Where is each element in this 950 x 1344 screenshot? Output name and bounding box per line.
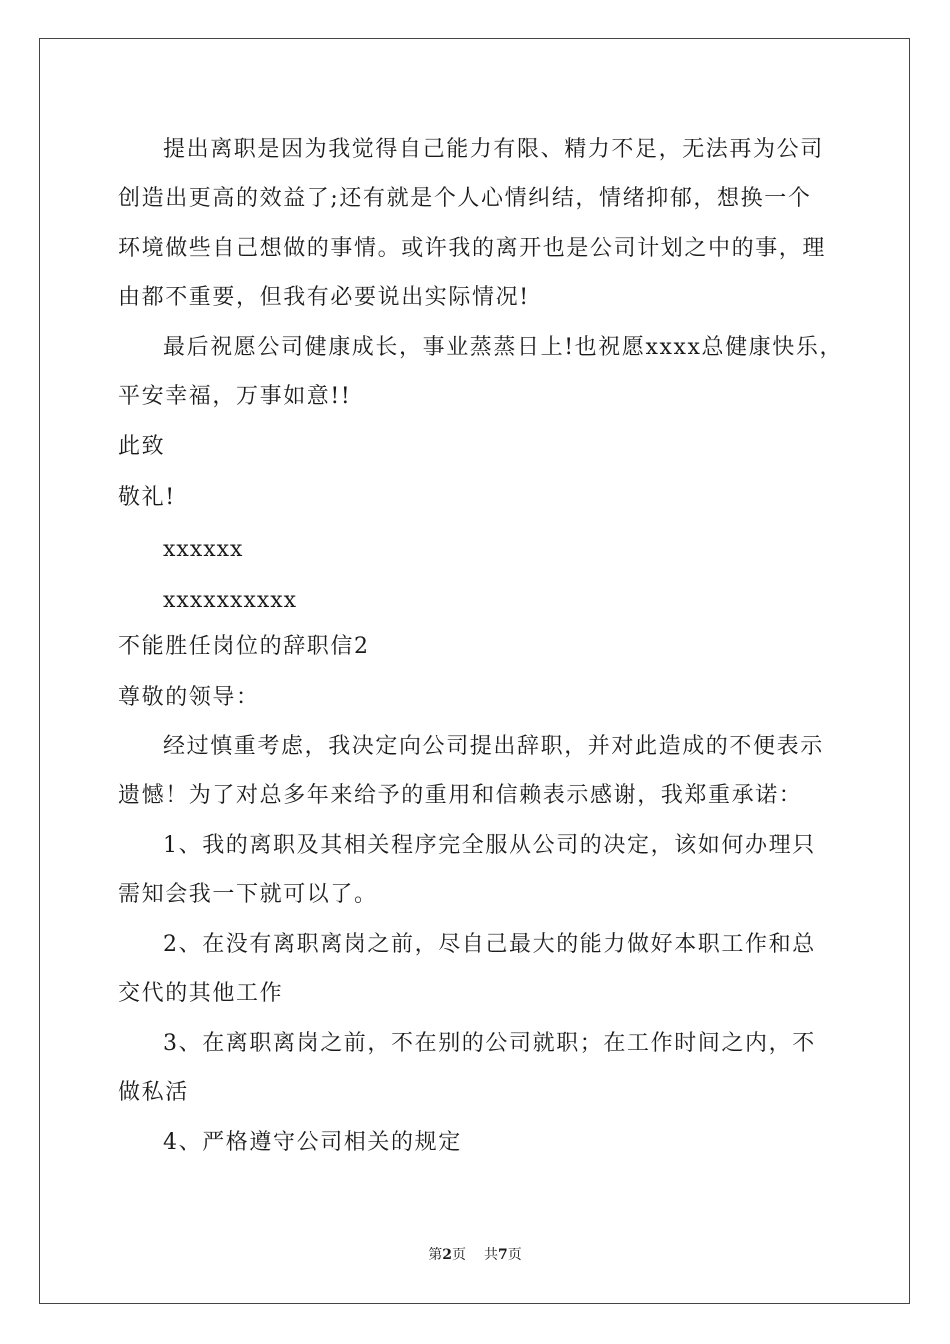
total-suffix: 页 <box>507 1247 522 1263</box>
list-item: 1、我的离职及其相关程序完全服从公司的决定，该如何办理只 <box>163 833 816 858</box>
page-suffix: 页 <box>452 1247 466 1263</box>
page-prefix: 第 <box>428 1247 443 1263</box>
paragraph-line: 环境做些自己想做的事情。或许我的离开也是公司计划之中的事，理 <box>118 236 827 261</box>
paragraph-line: 平安幸福，万事如意!! <box>118 384 352 409</box>
list-item: 3、在离职离岗之前，不在别的公司就职；在工作时间之内，不 <box>163 1031 816 1056</box>
list-item-continuation: 需知会我一下就可以了。 <box>118 882 378 907</box>
total-prefix: 共 <box>484 1247 498 1263</box>
paragraph-line: 经过慎重考虑，我决定向公司提出辞职，并对此造成的不便表示 <box>163 734 824 759</box>
signature-date: xxxxxxxxxx <box>163 588 298 613</box>
list-item-continuation: 交代的其他工作 <box>118 981 284 1006</box>
list-item: 2、在没有离职离岗之前，尽自己最大的能力做好本职工作和总 <box>163 932 816 957</box>
list-item-continuation: 做私活 <box>118 1080 189 1105</box>
page-current: 2 <box>442 1247 452 1263</box>
section-title: 不能胜任岗位的辞职信2 <box>118 634 370 659</box>
paragraph-line: 遗憾！为了对总多年来给予的重用和信赖表示感谢，我郑重承诺： <box>118 783 803 808</box>
page-frame <box>39 38 910 1304</box>
paragraph-line: 提出离职是因为我觉得自己能力有限、精力不足，无法再为公司 <box>163 137 824 162</box>
closing-line: 敬礼! <box>118 485 176 510</box>
paragraph-line: 创造出更高的效益了;还有就是个人心情纠结，情绪抑郁，想换一个 <box>118 186 812 211</box>
closing-line: 此致 <box>118 434 166 459</box>
page-total: 7 <box>498 1247 508 1263</box>
page-footer <box>0 1246 950 1264</box>
paragraph-line: 由都不重要，但我有必要说出实际情况! <box>118 285 530 310</box>
paragraph-line: 最后祝愿公司健康成长，事业蒸蒸日上!也祝愿xxxx总健康快乐， <box>163 335 844 360</box>
signature-name: xxxxxx <box>163 537 244 562</box>
list-item: 4、严格遵守公司相关的规定 <box>163 1130 462 1155</box>
salutation: 尊敬的领导： <box>118 685 260 710</box>
